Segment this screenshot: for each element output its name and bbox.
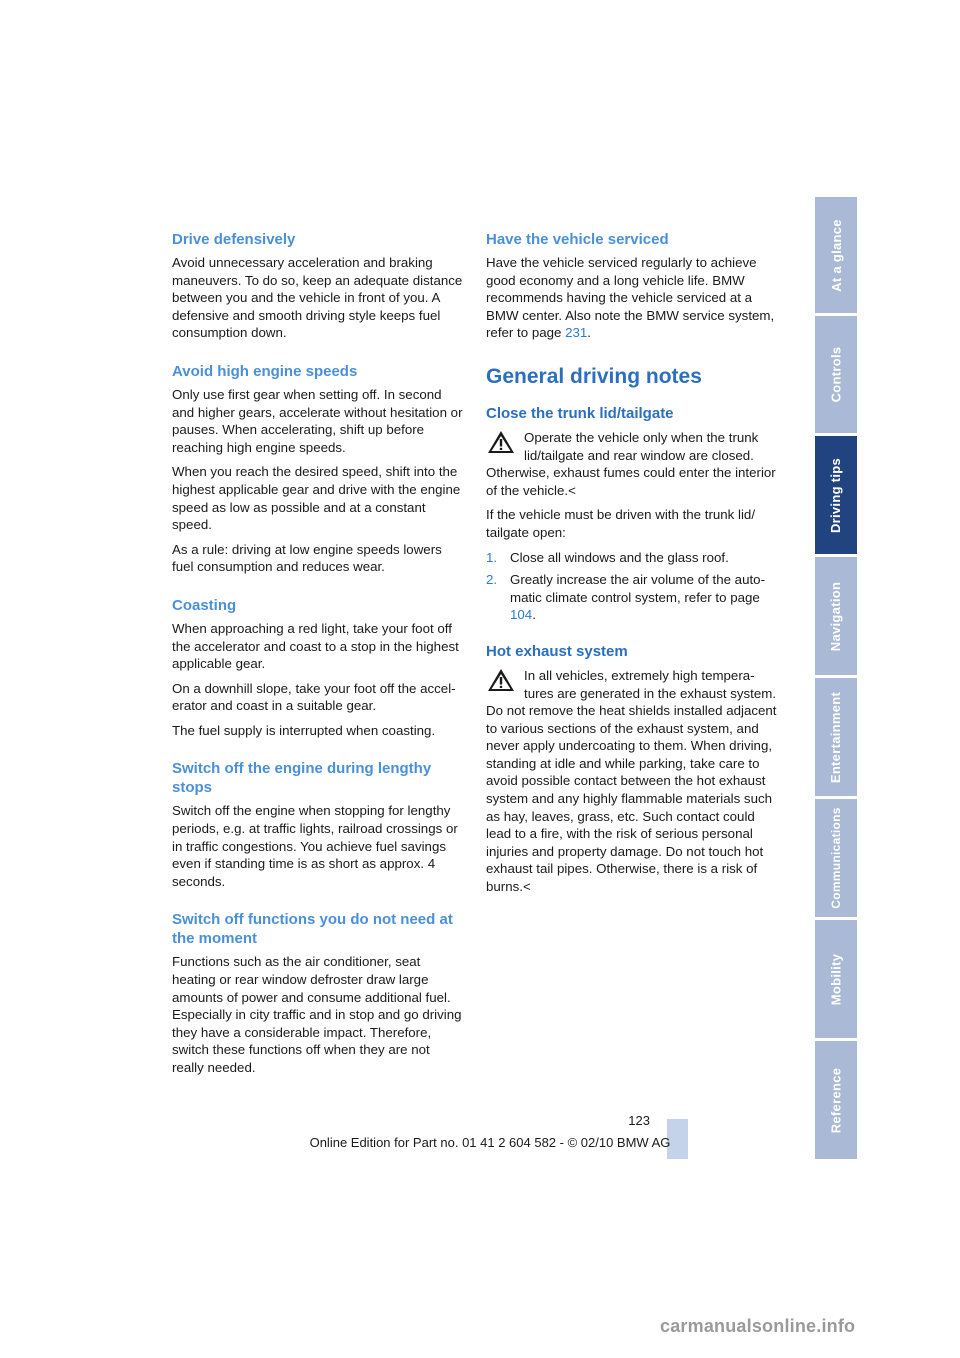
chapter-tabs [815, 197, 857, 1159]
section-title: Coasting [172, 596, 237, 614]
tab-label: Navigation [828, 581, 844, 651]
paragraph-text: Have the vehicle serviced regularly to achieve good economy and a long vehicle life. BMW recommends having the vehicle serviced at a BMW center. Also note the BMW service system, refer to page [486, 255, 775, 341]
tab-label: At a glance [828, 218, 844, 292]
tab-at-a-glance[interactable] [815, 197, 857, 313]
section-hot-exhaust [486, 642, 778, 896]
watermark: carmanualsonline.info [660, 1316, 856, 1336]
warning-text [486, 429, 778, 499]
paragraph: As a rule: driving at low engine speeds lowers fuel consumption and reduces wear. [172, 541, 442, 575]
warning-block [486, 429, 778, 499]
section-vehicle-serviced [486, 230, 778, 342]
paragraph: When you reach the desired speed, shift into the highest applicable gear and drive with the engine speed as low as possible and at a constant speed. [172, 464, 461, 533]
tab-driving-tips[interactable] [815, 436, 857, 554]
section-drive-defensively [172, 230, 464, 342]
page-link-231[interactable]: 231 [565, 325, 588, 341]
step-text: Close all windows and the glass roof. [510, 549, 729, 565]
tab-mobility[interactable] [815, 920, 857, 1038]
warning-body: Operate the vehicle only when the trunk lid/tailgate and rear window are closed. Otherwise, exhaust fumes could enter the interior of the vehicle. [486, 429, 776, 498]
step-number: 2. [486, 572, 498, 588]
tab-communications[interactable] [815, 799, 857, 917]
page-link-104[interactable]: 104 [510, 607, 533, 623]
left-column [172, 230, 464, 1097]
paragraph: Avoid unnecessary acceleration and braking maneuvers. To do so, keep an adequate distance between you and the vehicle in front of you. A defensive and smooth driving style keeps fuel consumption down. [172, 255, 463, 341]
tab-label: Entertainment [828, 691, 844, 783]
warning-triangle-icon [486, 429, 518, 457]
warning-block [486, 667, 778, 896]
tab-label: Mobility [828, 953, 844, 1005]
paragraph: Functions such as the air conditioner, seat heating or rear window defroster draw large amounts of power and consume additional fuel. Especially in city traffic and in stop and go driving they have a considerable impact. Therefore, switch these functions off when they are not really needed. [172, 954, 462, 1075]
tab-label: Communications [829, 807, 844, 909]
warning-body: In all vehicles, extremely high temperatures are generated in the exhaust system. Do not remove the heat shields installed adjacent to various sections of the exhaust system, and never apply undercoating to them. When driving, standing at idle and while parking, take care to avoid possible contact between the hot exhaust system and any highly flammable materials such as hay, leaves, grass, etc. Such contact could lead to a fire, with the risk of serious personal injuries and property damage. Do not touch hot exhaust tail pipes. Otherwise, there is a risk of burns. [486, 667, 777, 895]
section-title: Have the vehicle serviced [486, 231, 669, 248]
list-item [486, 549, 778, 567]
page-number: 123 [628, 1113, 650, 1128]
section-title: Hot exhaust system [486, 642, 628, 660]
paragraph [486, 254, 778, 342]
section-title: Switch off the engine during lengthy stops [172, 760, 432, 797]
paragraph: The fuel supply is interrupted when coasting. [172, 722, 436, 738]
warning-text [486, 667, 778, 896]
period: . [532, 607, 536, 623]
section-switch-off-engine [172, 759, 464, 890]
paragraph: Switch off the engine when stopping for lengthy periods, e.g. at traffic lights, railroad crossings or in traffic congestions. You achieve fuel savings even if standing time is as short as approx. 4 seconds. [172, 803, 458, 889]
end-mark: < [568, 482, 576, 498]
tab-controls[interactable] [815, 316, 857, 433]
paragraph: If the vehicle must be driven with the trunk lid/ tailgate open: [486, 507, 756, 540]
section-title: Drive defensively [172, 231, 296, 248]
warning-triangle-icon [486, 667, 518, 695]
paragraph: Only use first gear when setting off. In second and higher gears, accelerate without hesitation or pauses. When accelerating, shift up before reaching high engine speeds. [172, 386, 463, 455]
tab-label: Reference [828, 1067, 844, 1133]
tab-reference[interactable] [815, 1041, 857, 1159]
tab-label: Controls [828, 346, 844, 403]
step-text: Greatly increase the air volume of the automatic climate control system, refer to page [510, 572, 765, 605]
section-title: Close the trunk lid/tailgate [486, 404, 674, 422]
list-item [486, 571, 778, 624]
section-title: Avoid high engine speeds [172, 362, 358, 380]
section-switch-off-functions [172, 910, 464, 1076]
chapter-title: General driving notes [486, 364, 702, 388]
section-close-trunk [486, 404, 778, 624]
tab-label: Driving tips [828, 457, 844, 533]
step-number: 1. [486, 549, 498, 565]
tab-navigation[interactable] [815, 557, 857, 675]
end-mark: < [522, 879, 531, 895]
paragraph: When approaching a red light, take your foot off the accelerator and coast to a stop in the highest applicable gear. [172, 620, 459, 672]
section-title: Switch off functions you do not need at the moment [172, 911, 453, 948]
steps-list [486, 549, 778, 624]
footer-edition: Online Edition for Part no. 01 41 2 604 582 - © 02/10 BMW AG [309, 1135, 671, 1150]
section-coasting [172, 596, 464, 740]
period: . [587, 325, 591, 341]
section-avoid-high-engine-speeds [172, 362, 464, 576]
right-column [486, 230, 778, 903]
tab-entertainment[interactable] [815, 678, 857, 796]
paragraph: On a downhill slope, take your foot off the accelerator and coast in a suitable gear. [172, 680, 456, 714]
